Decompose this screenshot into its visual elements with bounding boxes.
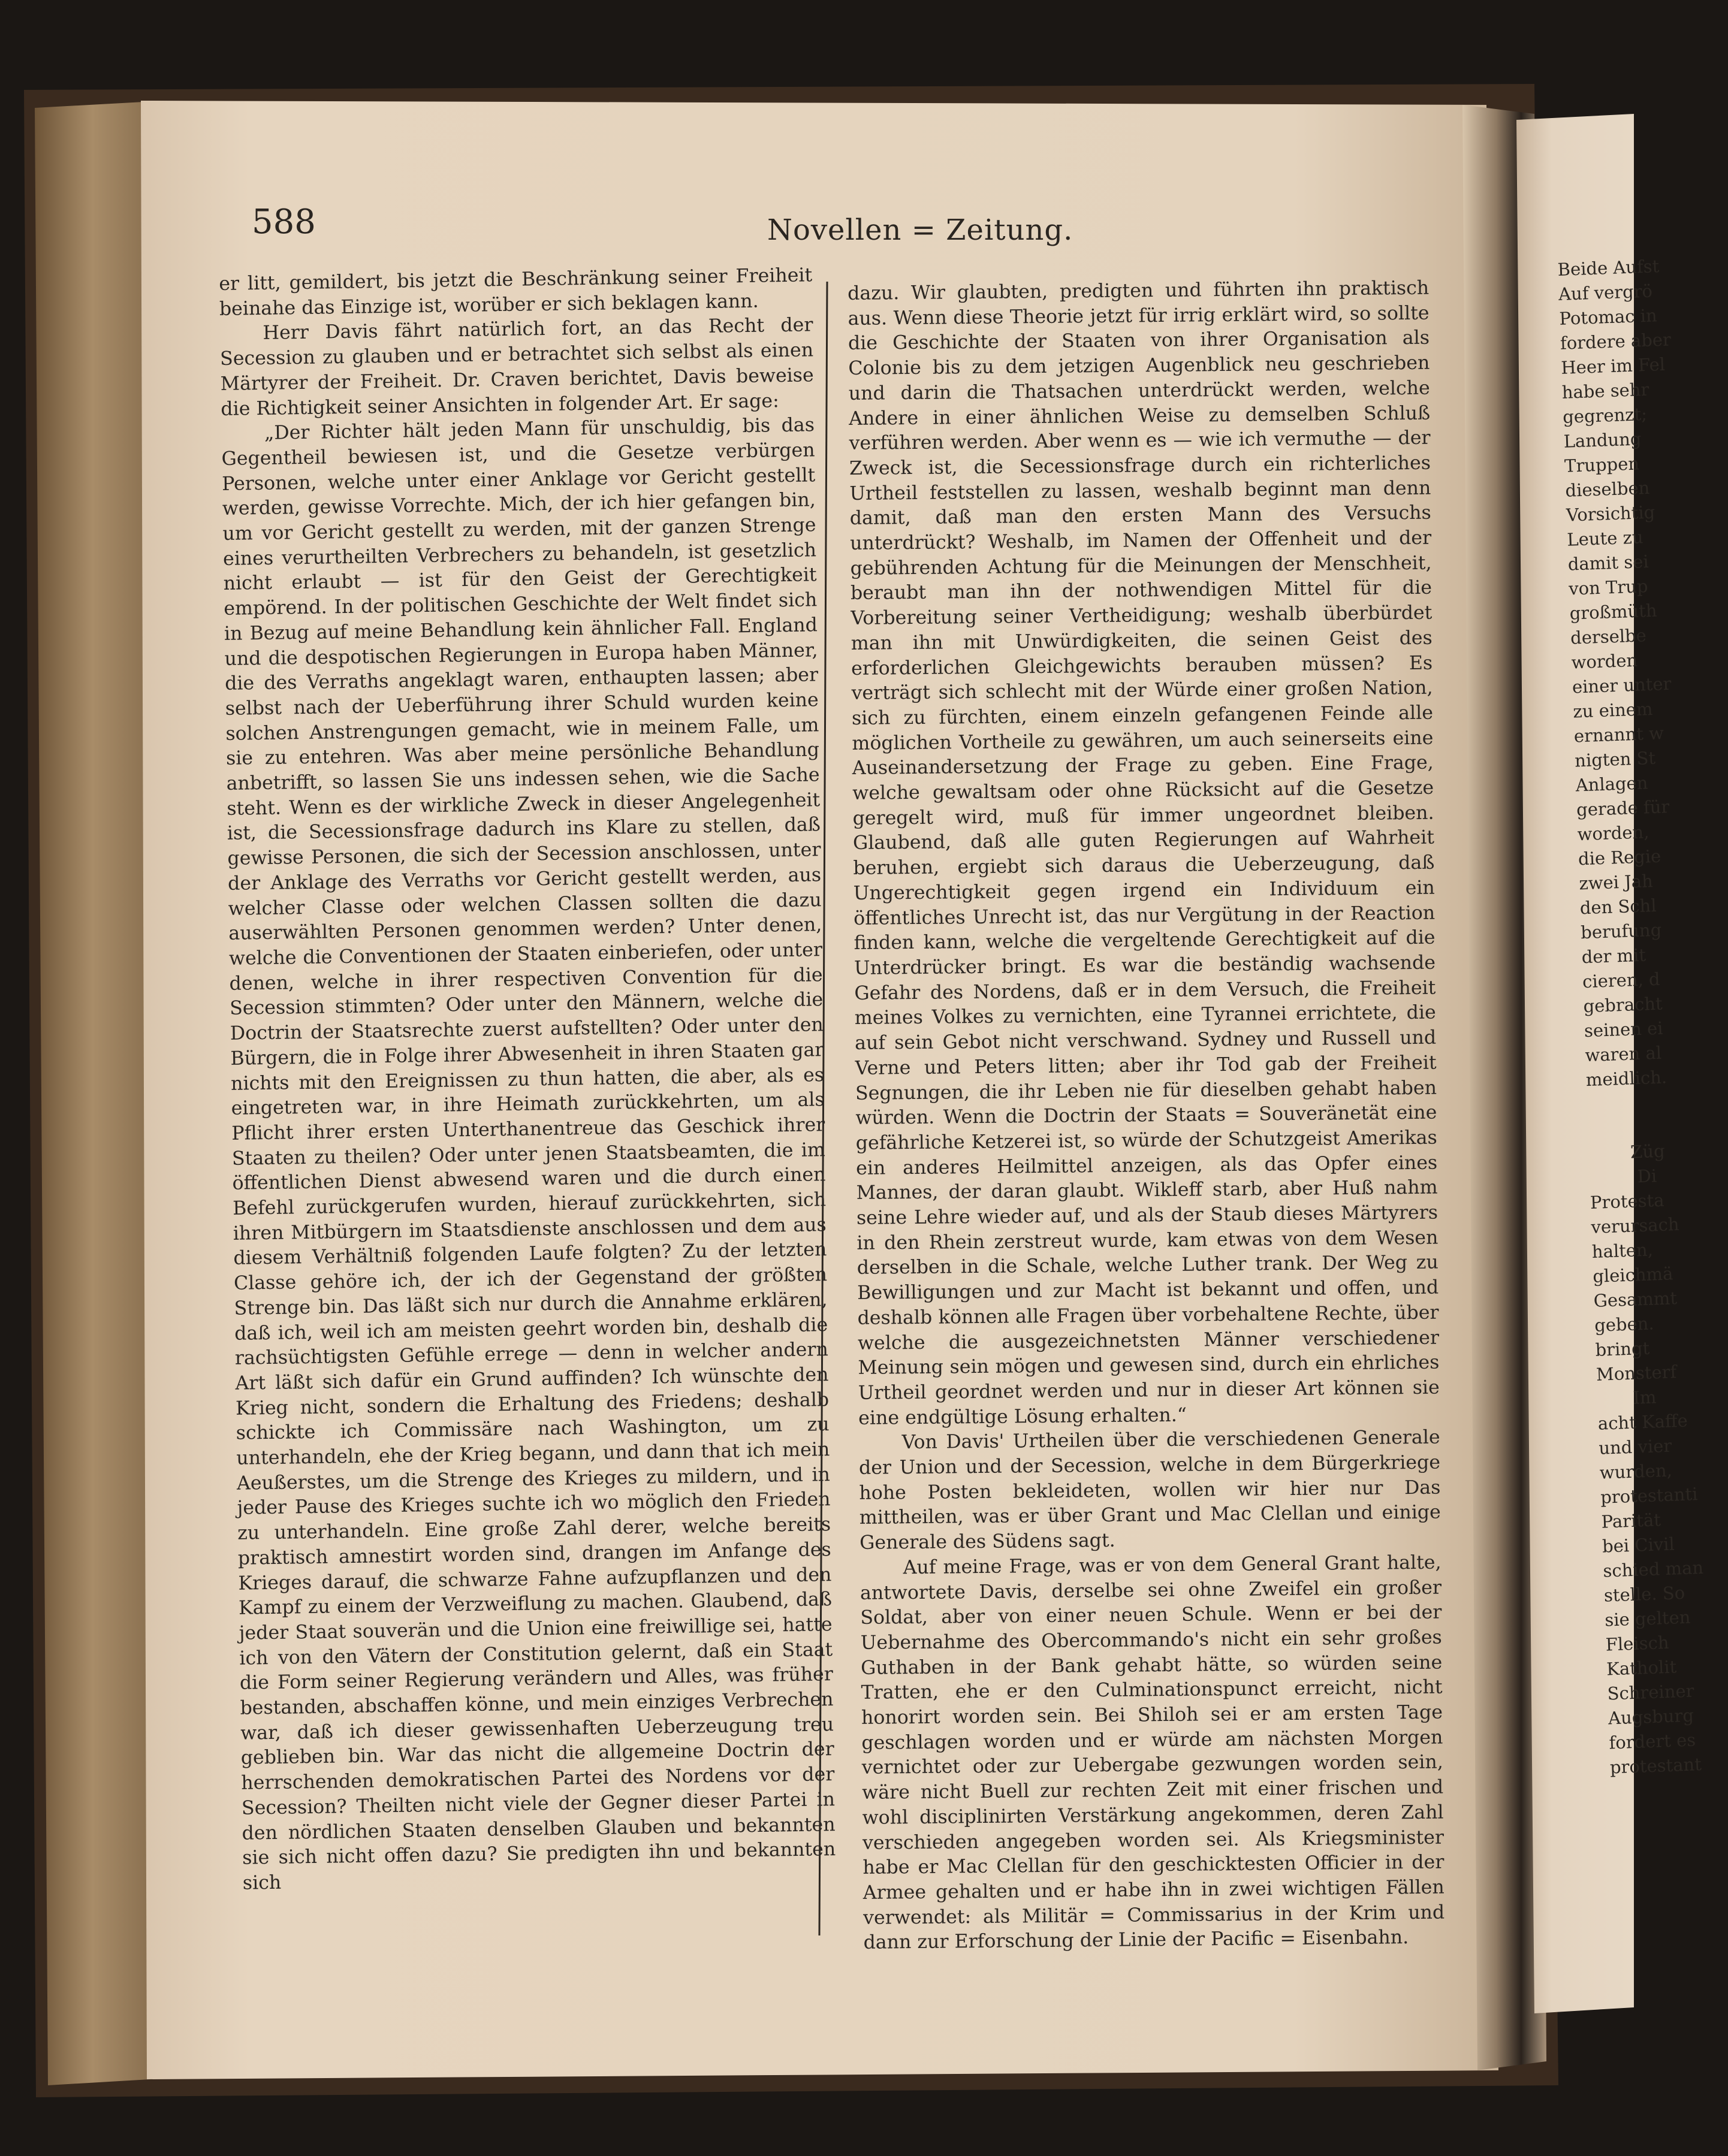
adjacent-line: bringt xyxy=(1595,1337,1650,1360)
adjacent-line: Potomac in xyxy=(1558,305,1658,329)
adjacent-line: einer unter xyxy=(1572,673,1672,697)
adjacent-line: großmüth xyxy=(1569,600,1658,624)
adjacent-line: nigten St xyxy=(1574,747,1656,771)
adjacent-line: zwei Jah xyxy=(1578,871,1654,894)
paragraph: Von Davis' Urtheilen über die verschiedenen Generale der Union und der Secession, welche in dem Bürgerkriege hohe Posten bekleideten, wollen wir hier nur Das mittheilen, was er über Grant und Mac Clellan und einige Generale des Südens sagt. xyxy=(858,1426,1441,1554)
page-edge xyxy=(35,102,150,2085)
adjacent-line: und vier xyxy=(1598,1435,1672,1459)
adjacent-line: meidlich. xyxy=(1585,1067,1667,1091)
adjacent-line: Fleisch xyxy=(1605,1632,1669,1655)
adjacent-line: worden, xyxy=(1577,822,1649,845)
adjacent-line: fordert es xyxy=(1608,1729,1696,1753)
adjacent-line: Leute zu xyxy=(1566,527,1644,550)
adjacent-line: Gesammt xyxy=(1593,1288,1678,1311)
adjacent-line: Katholit xyxy=(1606,1656,1677,1680)
adjacent-line: derselbe xyxy=(1570,625,1647,648)
adjacent-line: Vorsichtig xyxy=(1566,502,1655,526)
adjacent-line: Anlagen xyxy=(1575,772,1648,796)
adjacent-line: verursach xyxy=(1590,1213,1680,1238)
running-head: Novellen = Zeitung. xyxy=(767,213,1073,247)
adjacent-line: gegrenzt; xyxy=(1562,403,1648,427)
right-column xyxy=(848,276,1445,1956)
adjacent-line: habe sehr xyxy=(1561,379,1649,403)
adjacent-line: Monsterf xyxy=(1596,1361,1677,1385)
adjacent-line: Schreiner xyxy=(1607,1680,1694,1704)
adjacent-line: geben. xyxy=(1594,1313,1655,1336)
adjacent-line: worden xyxy=(1570,650,1638,673)
adjacent-line: sie gelten xyxy=(1604,1607,1691,1630)
adjacent-line: die Regie xyxy=(1578,846,1661,869)
adjacent-heading: Züg xyxy=(1630,1140,1666,1162)
paragraph: Herr Davis fährt natürlich fort, an das Recht der Secession zu glauben und er betrachtet sich selbst als einen Märtyrer der Freiheit. Dr. Craven berichtet, Davis beweise die Richtigkeit seiner Ansichten in folgender Art. Er sage: xyxy=(219,314,814,420)
adjacent-line: gleichmä xyxy=(1592,1263,1673,1287)
adjacent-line: Landung xyxy=(1563,428,1642,452)
adjacent-line: schied man xyxy=(1602,1557,1704,1581)
adjacent-line: gerade für xyxy=(1576,796,1670,820)
adjacent-line: Di xyxy=(1636,1165,1657,1187)
adjacent-line: cieren, d xyxy=(1582,968,1661,992)
paragraph: Auf meine Frage, was er von dem General Grant halte, antwortete Davis, derselbe sei ohne Zweifel ein großer Soldat, aber von einer neuen Schule. Wenn er bei der Uebernahme des Obercommando's nicht ein sehr großes Guthaben in der Bank gehabt hätte, so würden seine Tratten, ehe er den Culminationspunct erreicht, nicht honorirt worden sein. Bei Shiloh sei er am ersten Tage geschlagen worden und er würde am nächsten Morgen vernichtet oder zur Uebergabe gezwungen worden sein, wäre nicht Buell zur rechten Zeit mit einer frischen und wohl disciplinirten Verstärkung angekommen, deren Zahl verschieden angegeben worden sei. Als Kriegsminister habe er Mac Clellan für den geschicktesten Officier in der Armee gehalten und er habe ihn in zwei wichtigen Fällen verwendet: als Militär = Commissarius in der Krim und dann zur Erforschung der Linie der Pacific = Eisenbahn. xyxy=(860,1551,1445,1954)
adjacent-line: ernannt w xyxy=(1573,723,1664,747)
adjacent-line: seinen ei xyxy=(1584,1017,1664,1041)
adjacent-line: von Trup xyxy=(1568,576,1648,599)
paragraph: er litt, gemildert, bis jetzt die Beschränkung seiner Freiheit beinahe das Einzige ist, worüber er sich beklagen kann. xyxy=(219,264,813,320)
adjacent-line: protestant xyxy=(1609,1754,1702,1778)
adjacent-line: Augsburg xyxy=(1608,1705,1694,1729)
adjacent-line: waren al xyxy=(1584,1042,1662,1066)
adjacent-line: zu einem xyxy=(1572,698,1653,722)
paragraph: dazu. Wir glaubten, predigten und führten ihn praktisch aus. Wenn diese Theorie jetzt für irrig erklärt wird, so sollte die Geschichte der Staaten von ihrer Organisation als Colonie bis zu dem jetzigen Augenblick neu geschrieben und darin die Thatsachen unterdrückt werden, welche Andere in einer ähnlichen Weise zu demselben Schluß verführen werden. Aber wenn es — wie ich vermuthe — der Zweck ist, die Secessionsfrage durch ein richterliches Urtheil feststellen zu lassen, weshalb beginnt man denn damit, daß man den ersten Mann des Versuchs unterdrückt? Weshalb, im Namen der Offenheit und der gebührenden Achtung für die Meinungen der Menschheit, beraubt man ihn der nothwendigen Mittel für die Vorbereitung seiner Vertheidigung; weshalb überbürdet man ihn mit Unwürdigkeiten, die seinen Geist des erforderlichen Gleichgewichts berauben müssen? Es verträgt sich schlecht mit der Würde einer großen Nation, sich zu fürchten, einem einzeln gefangenen Feinde alle möglichen Vortheile zu gewähren, um auch seinerseits eine Auseinandersetzung der Frage zu geben. Eine Frage, welche gewaltsam oder ohne Rücksicht auf die Gesetze geregelt wird, muß für immer ungeordnet bleiben. Glaubend, daß alle guten Regierungen auf Wahrheit beruhen, ergiebt sich daraus die Ueberzeugung, daß Ungerechtigkeit gegen irgend ein Individuum ein öffentliches Unrecht ist, das nur Vergütung in der Reaction finden kann, welche die vergeltende Gerechtigkeit auf die Unterdrücker bringt. Es war die beständig wachsende Gefahr des Nordens, daß er in dem Versuch, die Freiheit meines Volkes zu vernichten, eine Tyrannei errichtete, die auf sein Gebot nicht verschwand. Sydney und Russell und Verne und Peters litten; aber ihr Tod gab der Freiheit Segnungen, die ihr Leben nie für dieselben gehabt haben würden. Wenn die Doctrin der Staats = Souveränetät eine gefährliche Ketzerei ist, so würde der Schutzgeist Amerikas ein anderes Heilmittel anzeigen, als das Opfer eines Mannes, der daran glaubt. Wikleff starb, aber Huß nahm seine Lehre wieder auf, und als der Staub dieses Märtyrers in den Rhein zerstreut wurde, kam etwas von dem Wesen derselben in die Schale, welche Luther trank. Der Weg zu Bewilligungen und zur Macht ist bekannt und offen, und deshalb können alle Fragen über vorbehaltene Rechte, über welche die ausgezeichnetsten Männer verschiedener Meinung sein mögen und gewesen sind, durch ein ehrliches Urtheil geordnet werden und nur in dieser Art können sie eine endgültige Lösung erhalten.“ xyxy=(848,277,1440,1429)
adjacent-line: Auf vergrö xyxy=(1558,280,1653,304)
adjacent-line: Im xyxy=(1632,1387,1657,1408)
adjacent-line: damit sei xyxy=(1567,551,1649,575)
adjacent-line: berufung xyxy=(1580,919,1662,943)
adjacent-line: Parität xyxy=(1601,1509,1661,1532)
adjacent-line: dieselben xyxy=(1564,477,1650,501)
adjacent-line: stelle. So xyxy=(1603,1582,1685,1606)
adjacent-line: bei Civil xyxy=(1602,1533,1675,1557)
adjacent-line: halten, xyxy=(1591,1239,1654,1262)
paragraph: „Der Richter hält jeden Mann für unschuldig, bis das Gegentheil bewiesen ist, und die Gesetze verbürgen Personen, welche unter einer Anklage vor Gericht gestellt werden, gewisse Vorrechte. Mich, der ich hier gefangen bin, um vor Gericht gestellt zu werden, mit der ganzen Strenge eines verurtheilten Verbrechers zu behandeln, ist gesetzlich nicht erlaubt — ist für den Geist der Gerechtigkeit empörend. In der politischen Geschichte der Welt findet sich in Bezug auf meine Behandlung kein ähnlicher Fall. England und die despotischen Regierungen in Europa haben Männer, die des Verraths angeklagt waren, enthaupten lassen; aber selbst nach der Ueberführung ihrer Schuld wurden keine solchen Anstrengungen gemacht, wie in meinem Falle, um sie zu entehren. Was aber meine persönliche Behandlung anbetrifft, so lassen Sie uns indessen sehen, wie die Sache steht. Wenn es der wirkliche Zweck in dieser Angelegenheit ist, die Secessionsfrage dadurch ins Klare zu stellen, daß gewisse Personen, die sich der Secession anschlossen, unter der Anklage des Verraths vor Gericht gestellt werden, aus welcher Classe oder welchen Classen sollten die dazu auserwählten Personen genommen werden? Unter denen, welche die Conventionen der Staaten einberiefen, oder unter denen, welche in ihrer respectiven Convention für die Secession stimmten? Oder unter den Männern, welche die Doctrin der Staatsrechte zuerst aufstellten? Oder unter den Bürgern, die in Folge ihrer Abwesenheit in ihren Staaten gar nichts mit den Ereignissen zu thun hatten, die aber, als es eingetreten war, in ihre Heimath zurückkehrten, um als Pflicht ihrer ersten Unterthanentreue das Geschick ihrer Staaten zu theilen? Oder unter jenen Staatsbeamten, die im öffentlichen Dienst abwesend waren und die durch einen Befehl zurückgerufen wurden, hierauf zurückkehrten, sich ihren Mitbürgern im Staatsdienste anschlossen und dem aus diesem Verhältniß folgenden Laufe folgten? Zu der letzten Classe gehöre ich, der ich der Gegenstand der größten Strenge bin. Das läßt sich nur durch die Annahme erklären, daß ich, weil ich am meisten geehrt worden bin, deshalb die rachsüchtigsten Gefühle errege — denn in welcher andern Art läßt sich dafür ein Grund auffinden? Ich wünschte den Krieg nicht, sondern die Erhaltung des Friedens; deshalb schickte ich Commissäre nach Washington, um zu unterhandeln, ehe der Krieg begann, und dann that ich mein Aeußerstes, um die Strenge des Krieges zu mildern, und in jeder Pause des Krieges suchte ich wo möglich den Frieden zu unterhandeln. Eine große Zahl derer, welche bereits praktisch amnestirt worden sind, drangen im Anfange des Krieges darauf, die schwarze Fahne aufzupflanzen und den Kampf zu einem der Verzweiflung zu machen. Glaubend, daß jeder Staat souverän und die Union eine freiwillige sei, hatte ich von den Vätern der Constitution gelernt, daß ein Staat die Form seiner Regierung verändern und Alles, was früher bestanden, abschaffen könne, und mein einziges Verbrechen war, daß ich dieser gewissenhaften Ueberzeugung treu geblieben bin. War das nicht die allgemeine Doctrin der herrschenden demokratischen Partei des Nordens vor der Secession? Theilten nicht viele der Gegner dieser Partei in den nördlichen Staaten denselben Glauben und bekannten sie sich nicht offen dazu? Sie predigten ihn und bekannten sich xyxy=(221,414,836,1894)
left-column xyxy=(219,263,836,1896)
adjacent-line: den Schl xyxy=(1579,895,1657,919)
adjacent-line: Heer im Fel xyxy=(1560,354,1666,378)
page-number: 588 xyxy=(252,203,316,241)
adjacent-line: wurden, xyxy=(1599,1460,1673,1483)
adjacent-line: Truppen xyxy=(1564,453,1640,476)
adjacent-line: der mit xyxy=(1581,944,1646,968)
adjacent-line: Beide Aufst xyxy=(1557,256,1660,280)
adjacent-line: protestanti xyxy=(1600,1484,1698,1508)
adjacent-line: gebracht xyxy=(1583,993,1663,1017)
adjacent-line: fordere aber xyxy=(1560,329,1672,354)
adjacent-line: acht Kaffe xyxy=(1597,1410,1688,1434)
adjacent-line: Protesta xyxy=(1590,1189,1665,1213)
